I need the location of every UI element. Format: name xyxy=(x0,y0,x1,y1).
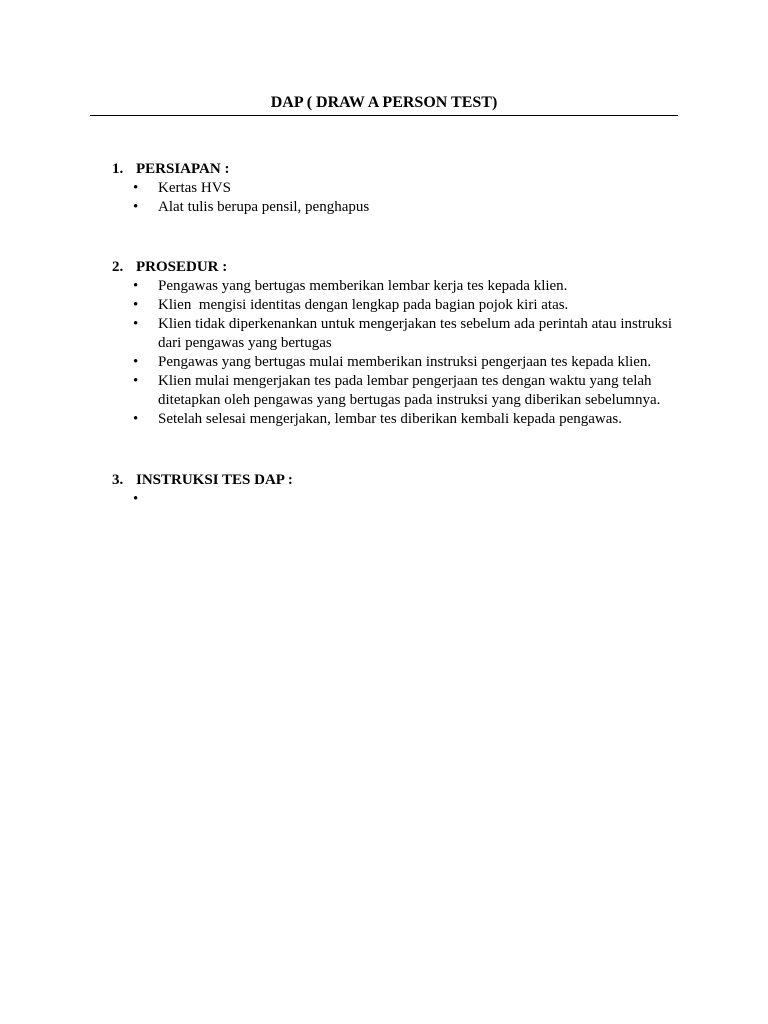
list-item-text: Pengawas yang bertugas mulai memberikan instruksi pengerjaan tes kepada klien. xyxy=(158,354,652,370)
list-item xyxy=(112,277,692,296)
section-heading xyxy=(112,160,692,179)
list-item xyxy=(112,372,692,410)
bullet-icon: • xyxy=(133,411,139,427)
bullet-icon: • xyxy=(133,354,139,370)
list-item-text: Setelah selesai mengerjakan, lembar tes diberikan kembali kepada pengawas. xyxy=(158,411,622,427)
section-prosedur xyxy=(112,258,692,429)
document-title: DAP ( DRAW A PERSON TEST) xyxy=(270,94,498,111)
bullet-icon: • xyxy=(133,491,139,507)
section-persiapan xyxy=(112,160,692,217)
list-item-text: Klien mengisi identitas dengan lengkap pada bagian pojok kiri atas. xyxy=(158,297,569,313)
bullet-icon: • xyxy=(133,199,139,215)
list-item-text: Alat tulis berupa pensil, penghapus xyxy=(158,199,370,215)
bullet-list xyxy=(112,179,692,217)
section-number: 3. xyxy=(112,472,124,488)
section-number: 1. xyxy=(112,161,124,177)
list-item-text: Klien mulai mengerjakan tes pada lembar pengerjaan tes dengan waktu yang telah ditetapkan oleh pengawas yang bertugas pada instruksi yang diberikan sebelumnya. xyxy=(158,373,661,408)
section-heading-label: PERSIAPAN : xyxy=(136,161,230,177)
section-number: 2. xyxy=(112,259,124,275)
bullet-icon: • xyxy=(133,316,139,332)
section-instruksi xyxy=(112,471,692,509)
title-underline xyxy=(90,115,678,116)
list-item-text: Pengawas yang bertugas memberikan lembar kerja tes kepada klien. xyxy=(158,278,568,294)
bullet-icon: • xyxy=(133,297,139,313)
bullet-list xyxy=(112,490,692,509)
list-item xyxy=(112,353,692,372)
bullet-icon: • xyxy=(133,373,139,389)
list-item xyxy=(112,490,692,509)
section-heading-label: PROSEDUR : xyxy=(136,259,228,275)
list-item xyxy=(112,179,692,198)
list-item xyxy=(112,410,692,429)
list-item xyxy=(112,198,692,217)
list-item-text: Klien tidak diperkenankan untuk mengerjakan tes sebelum ada perintah atau instruksi dari pengawas yang bertugas xyxy=(158,316,673,351)
bullet-icon: • xyxy=(133,180,139,196)
bullet-list xyxy=(112,277,692,429)
section-heading-label: INSTRUKSI TES DAP : xyxy=(136,472,293,488)
bullet-icon: • xyxy=(133,278,139,294)
section-heading xyxy=(112,258,692,277)
list-item xyxy=(112,315,692,353)
list-item xyxy=(112,296,692,315)
list-item-text: Kertas HVS xyxy=(158,180,231,196)
section-heading xyxy=(112,471,692,490)
